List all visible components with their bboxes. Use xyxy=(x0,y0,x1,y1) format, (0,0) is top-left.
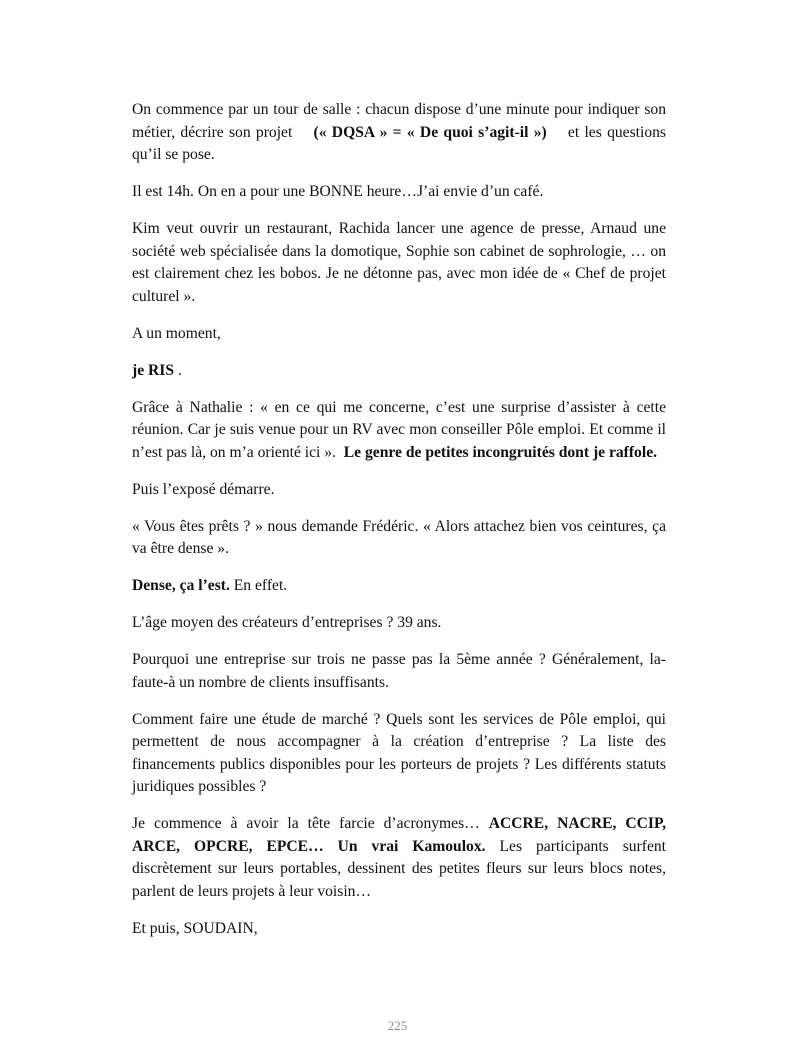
paragraph-frederic: « Vous êtes prêts ? » nous demande Frédéric. « Alors attachez bien vos ceintures, ça va être dense ». xyxy=(132,517,666,557)
paragraph-participants: Kim veut ouvrir un restaurant, Rachida lancer une agence de presse, Arnaud une société web spécialisée dans la domotique, Sophie son cabinet de sophrologie, … on est clairement chez les bobos. Je ne détonne pas, avec mon idée de « Chef de projet culturel ». xyxy=(132,220,666,305)
paragraph-acronymes xyxy=(132,813,666,903)
paragraph-age-moyen: L’âge moyen des créateurs d’entreprises ? 39 ans. xyxy=(132,614,442,631)
paragraph-nathalie xyxy=(132,397,666,465)
paragraph-tour-de-salle xyxy=(132,99,666,167)
paragraph-etude-de-marche: Comment faire une étude de marché ? Quels sont les services de Pôle emploi, qui permettent de nous accompagner à la création d’entreprise ? La liste des financements publics disponibles pour les porteurs de projets ? Les différents statuts juridiques possibles ? xyxy=(132,710,666,795)
paragraph-text: et les questions qu’il se pose. xyxy=(132,123,667,163)
paragraph-dense xyxy=(132,575,666,598)
paragraph-je-ris xyxy=(132,360,666,383)
bold-incongruites: Le genre de petites incongruités dont je raffole. xyxy=(343,443,658,461)
paragraph-text: Grâce à Nathalie : « en ce qui me concerne, c’est une surprise d’assister à cette réunion. Car je suis venue pour un RV avec mon conseiller Pôle emploi. Et comme il n’est pas là, on m’a orienté ici ». xyxy=(132,398,666,461)
bold-dqsa: (« DQSA » = « De quoi s’agit-il ») xyxy=(313,123,547,141)
bold-je-ris: je RIS xyxy=(132,361,175,379)
bold-dense: Dense, ça l’est. xyxy=(132,577,230,594)
paragraph-14h: Il est 14h. On en a pour une BONNE heure…J’ai envie d’un café. xyxy=(132,183,544,200)
page-body xyxy=(132,99,666,955)
paragraph-text: On commence par un tour de salle : chacun dispose d’une minute pour indiquer son métier, décrire son projet xyxy=(132,101,666,141)
page-number: 225 xyxy=(387,1018,408,1033)
paragraph-soudain: Et puis, SOUDAIN, xyxy=(132,919,258,937)
paragraph-text: Les participants surfent discrètement sur leurs portables, dessinent des petites fleurs sur leurs blocs notes, parlent de leurs projets à leur voisin… xyxy=(132,837,666,900)
paragraph-5eme-annee: Pourquoi une entreprise sur trois ne passe pas la 5ème année ? Généralement, la-faute-à un nombre de clients insuffisants. xyxy=(132,651,666,691)
paragraph-text: Je commence à avoir la tête farcie d’acronymes… xyxy=(132,815,480,832)
paragraph-text: En effet. xyxy=(233,577,288,594)
bold-acronymes: ACCRE, NACRE, CCIP, ARCE, OPCRE, EPCE… Un vrai Kamoulox. xyxy=(132,815,666,855)
paragraph-expose: Puis l’exposé démarre. xyxy=(132,480,275,498)
paragraph-a-un-moment: A un moment, xyxy=(132,324,221,342)
paragraph-text: . xyxy=(177,361,182,379)
